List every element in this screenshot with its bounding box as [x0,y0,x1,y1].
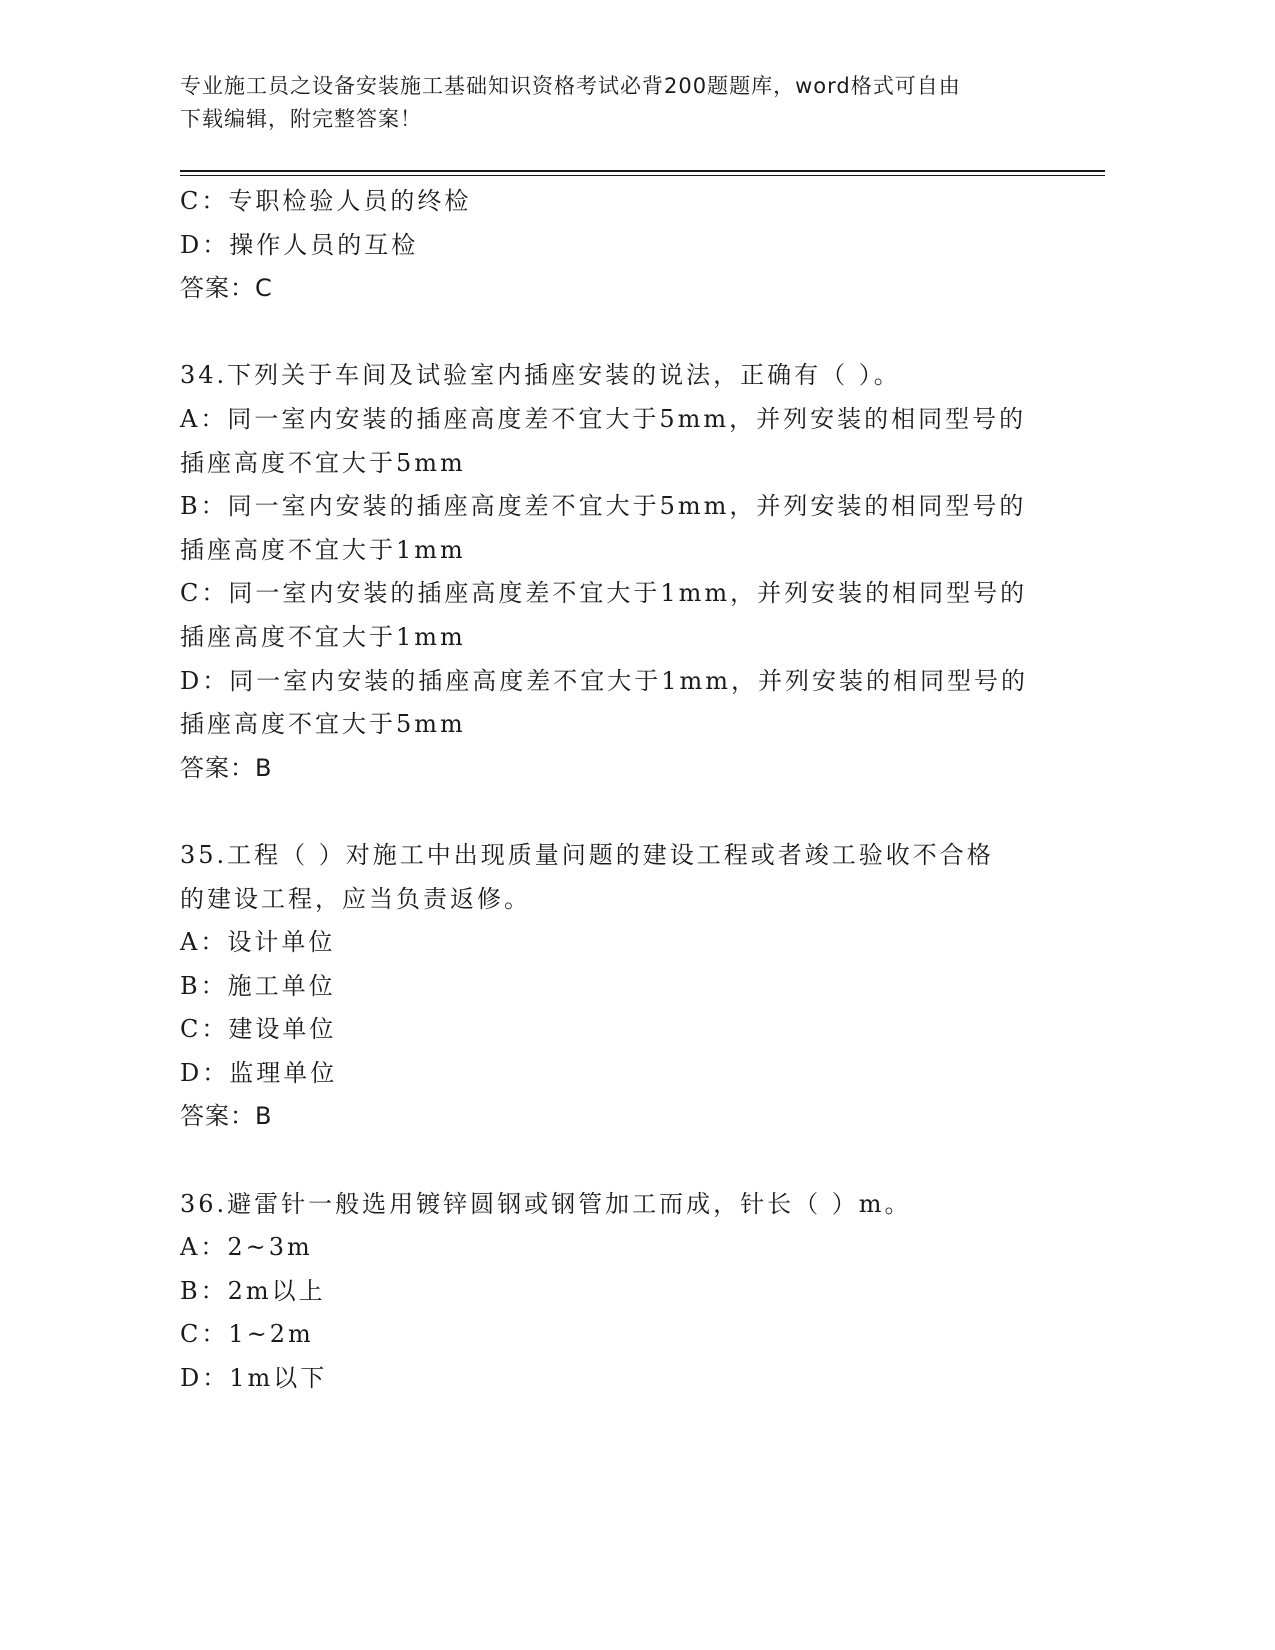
option-b-continued: 插座高度不宜大于1mm [180,535,466,564]
option-d: D：监理单位 [180,1058,338,1087]
header-title-line-2: 下载编辑，附完整答案！ [180,107,422,131]
option-c: C：1~2m [180,1320,314,1349]
spacer [180,790,1040,834]
spacer [180,1139,1040,1183]
question-stem-continued: 的建设工程，应当负责返修。 [180,884,531,913]
question-36 [180,1183,1040,1401]
option-a: A：设计单位 [180,928,336,957]
header-title-line-1: 专业施工员之设备安装施工基础知识资格考试必背200题题库，word格式可自由 [180,74,961,98]
option-b: B：施工单位 [180,971,336,1000]
answer-line: 答案：B [180,1102,273,1131]
option-a: A：2~3m [180,1233,313,1262]
question-stem: 36.避雷针一般选用镀锌圆钢或钢管加工而成，针长（ ）m。 [180,1189,912,1218]
header-divider-thick [180,170,1105,172]
document-header [180,70,1040,136]
option-d: D：同一室内安装的插座高度差不宜大于1mm，并列安装的相同型号的 [180,666,1029,695]
option-d: D：1m以下 [180,1364,328,1393]
question-list [180,180,1040,1401]
option-c: C：专职检验人员的终检 [180,187,472,215]
option-a: A：同一室内安装的插座高度差不宜大于5mm，并列安装的相同型号的 [180,404,1027,433]
option-d-continued: 插座高度不宜大于5mm [180,710,466,739]
question-35 [180,834,1040,1139]
question-34 [180,354,1040,790]
option-d: D：操作人员的互检 [180,230,419,259]
option-c-continued: 插座高度不宜大于1mm [180,622,466,651]
question-stem: 35.工程（ ）对施工中出现质量问题的建设工程或者竣工验收不合格 [180,840,994,869]
question-33-continued [180,180,1040,311]
question-stem: 34.下列关于车间及试验室内插座安装的说法，正确有（ ）。 [180,361,901,390]
header-divider-thin [180,175,1105,176]
spacer [180,311,1040,355]
option-c: C：建设单位 [180,1015,337,1044]
answer-line: 答案：C [180,274,273,303]
option-b: B：同一室内安装的插座高度差不宜大于5mm，并列安装的相同型号的 [180,492,1027,521]
option-b: B：2m以上 [180,1276,326,1305]
answer-line: 答案：B [180,753,273,782]
option-a-continued: 插座高度不宜大于5mm [180,448,466,477]
option-c: C：同一室内安装的插座高度差不宜大于1mm，并列安装的相同型号的 [180,579,1028,608]
